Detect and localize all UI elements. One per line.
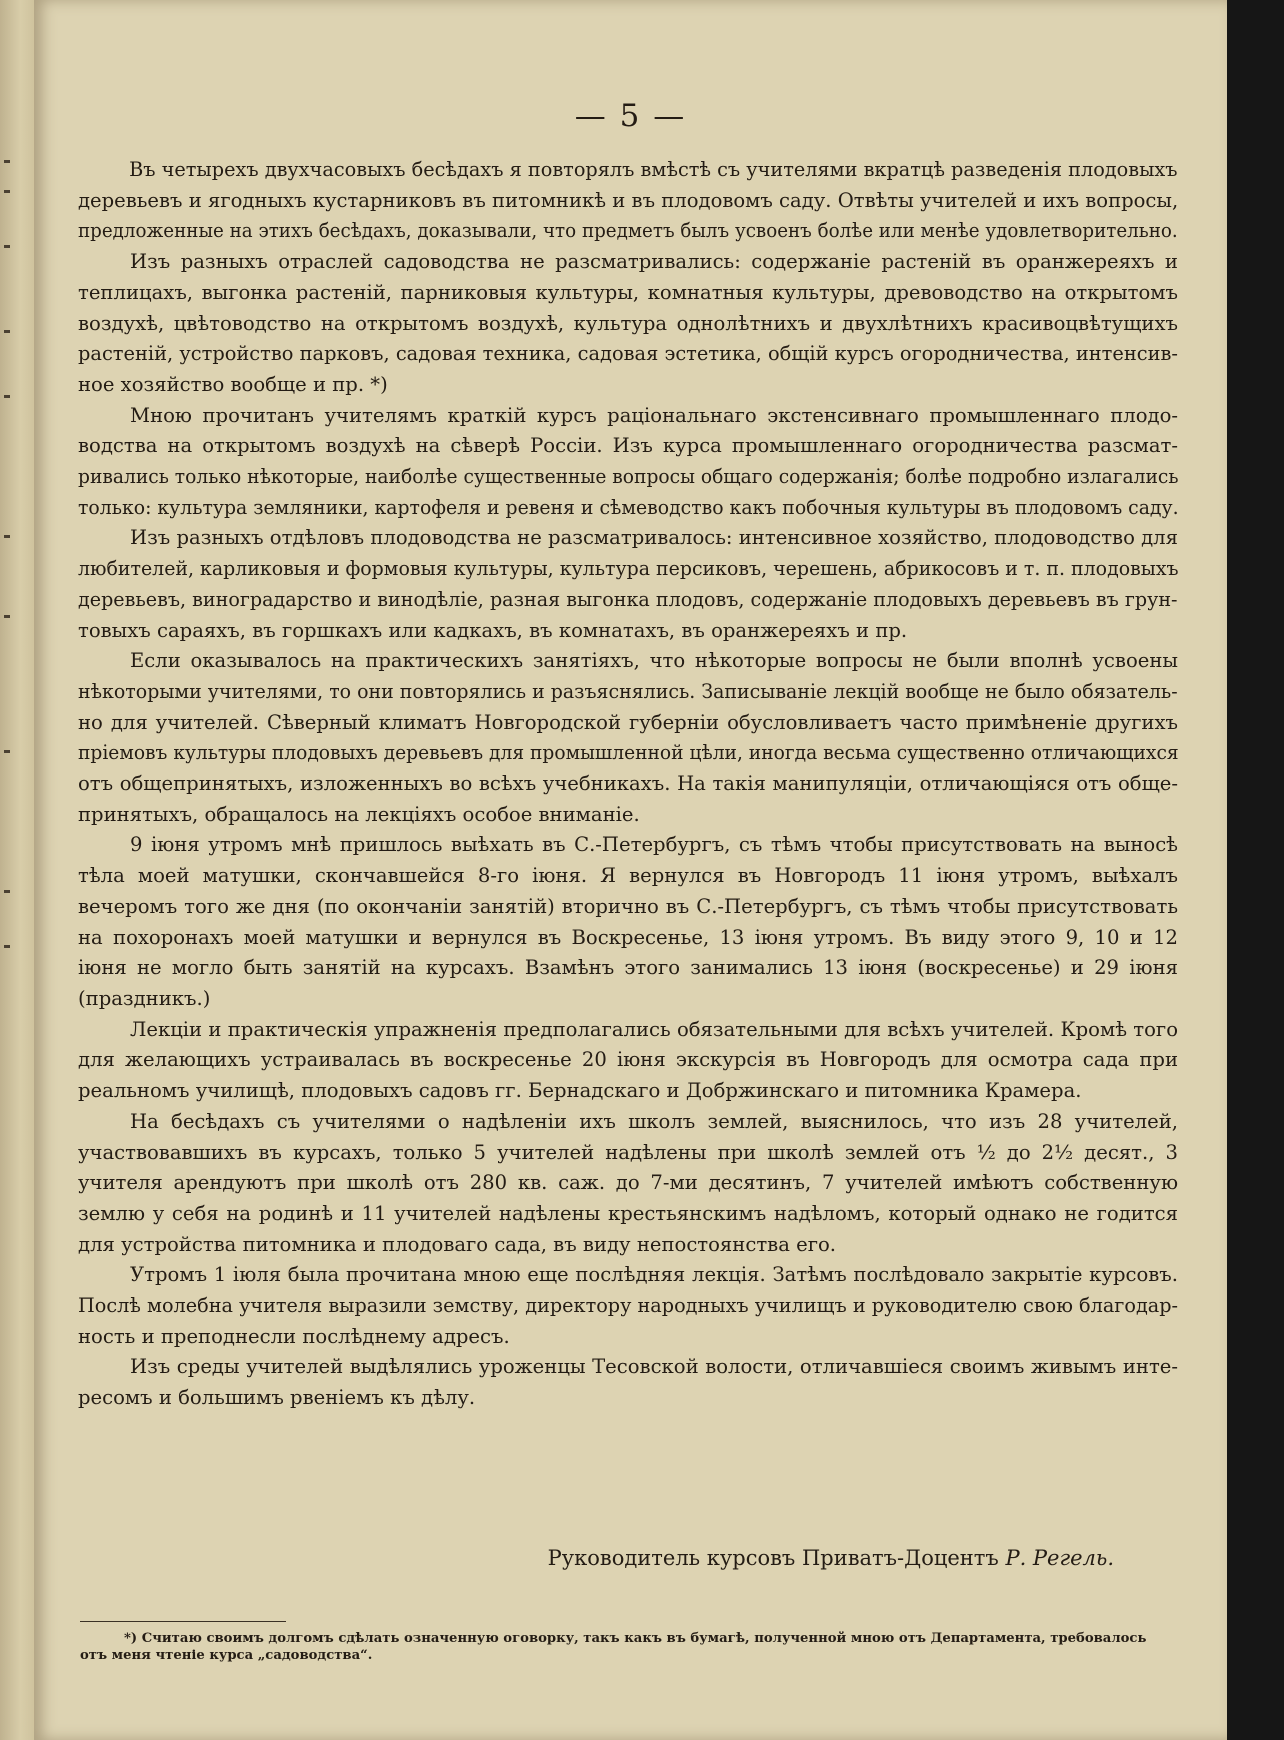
paragraph	[78, 247, 1178, 401]
text-line: Мною прочитанъ учителямъ краткій курсъ раціональнаго экстенсивнаго промышленнаго плодо-	[130, 403, 1178, 427]
text-line: растеній, устройство парковъ, садовая техника, садовая эстетика, общій курсъ огородничества, интенсив-	[78, 342, 1178, 366]
edge-mark	[4, 395, 10, 398]
paragraph	[78, 401, 1178, 524]
text-line: На бесѣдахъ съ учителями о надѣленіи ихъ школъ землей, выяснилось, что изъ 28 учителей,	[130, 1109, 1178, 1133]
signature-title: Руководитель курсовъ Приватъ-Доцентъ	[547, 1546, 999, 1570]
paragraph	[78, 830, 1178, 1014]
text-line: (праздникъ.)	[78, 986, 211, 1010]
edge-mark	[4, 190, 10, 193]
text-line: Утромъ 1 іюля была прочитана мною еще послѣдняя лекція. Затѣмъ послѣдовало закрытіе курсовъ.	[130, 1263, 1178, 1287]
edge-mark	[4, 535, 10, 538]
paragraph	[78, 1015, 1178, 1107]
text-line: ривались только нѣкоторые, наиболѣе существенные вопросы общаго содержанія; болѣе подробно излагались	[78, 465, 1179, 489]
text-line: 9 іюня утромъ мнѣ пришлось выѣхать въ С.-Петербургъ, съ тѣмъ чтобы присутствовать на выносѣ	[130, 833, 1178, 857]
text-line: Если оказывалось на практическихъ занятіяхъ, что нѣкоторые вопросы не были вполнѣ усвоены	[130, 649, 1178, 673]
edge-mark	[4, 750, 10, 753]
text-line: вечеромъ того же дня (по окончаніи занятій) вторично въ С.-Петербургъ, съ тѣмъ чтобы присутствовать	[78, 894, 1178, 918]
text-line: для желающихъ устраивалась въ воскресенье 20 іюня экскурсія въ Новгородъ для осмотра сада при	[78, 1048, 1178, 1072]
edge-mark	[4, 945, 10, 948]
text-line: участвовавшихъ въ курсахъ, только 5 учителей надѣлены при школѣ землей отъ ½ до 2½ десят., 3	[78, 1140, 1178, 1164]
signature	[474, 1546, 1114, 1570]
text-line: деревьевъ, виноградарство и винодѣліе, разная выгонка плодовъ, содержаніе плодовыхъ деревьевъ въ грун-	[78, 587, 1178, 611]
text-line: отъ общепринятыхъ, изложенныхъ во всѣхъ учебникахъ. На такія манипуляціи, отличающіяся отъ обще-	[78, 772, 1178, 796]
paragraph	[78, 1352, 1178, 1413]
paragraph	[78, 155, 1178, 247]
text-line: Въ четырехъ двухчасовыхъ бесѣдахъ я повторялъ вмѣстѣ съ учителями вкратцѣ разведенія плодовыхъ	[129, 158, 1178, 181]
text-line: землю у себя на родинѣ и 11 учителей надѣлены крестьянскимъ надѣломъ, который однако не годится	[78, 1201, 1178, 1225]
page-number: — 5 —	[574, 98, 687, 134]
edge-mark	[4, 615, 10, 618]
footnote-divider	[80, 1621, 286, 1622]
text-line: но для учителей. Сѣверный климатъ Новгородской губерніи обусловливаетъ часто примѣненіе другихъ	[78, 710, 1178, 734]
text-line: для устройства питомника и плодоваго сада, въ виду непостоянства его.	[78, 1232, 836, 1256]
text-line: теплицахъ, выгонка растеній, парниковыя культуры, комнатныя культуры, древоводство на открытомъ	[78, 280, 1178, 304]
text-line: іюня не могло быть занятій на курсахъ. Взамѣнъ этого занимались 13 іюня (воскресенье) и 29 іюня	[78, 956, 1178, 980]
footnote	[80, 1630, 1170, 1664]
footnote-line: отъ меня чтеніе курса „садоводства“.	[80, 1648, 373, 1663]
text-line: любителей, карликовыя и формовыя культуры, культура персиковъ, черешень, абрикосовъ и т. п. плодовыхъ	[78, 557, 1179, 581]
text-line: реальномъ училищѣ, плодовыхъ садовъ гг. Бернадскаго и Добржинскаго и питомника Крамера.	[78, 1079, 1082, 1103]
text-line: принятыхъ, обращалось на лекціяхъ особое вниманіе.	[78, 802, 640, 826]
body-text	[78, 155, 1178, 1414]
text-line: ность и преподнесли послѣднему адресъ.	[78, 1324, 510, 1348]
text-line: на похоронахъ моей матушки и вернулся въ Воскресенье, 13 іюня утромъ. Въ виду этого 9, 10 и 12	[78, 925, 1178, 949]
text-line: ресомъ и большимъ рвеніемъ къ дѣлу.	[78, 1386, 476, 1410]
signature-name: Р. Регель.	[1005, 1546, 1114, 1570]
edge-mark	[4, 160, 10, 163]
previous-page-edge	[0, 0, 34, 1740]
paragraph	[78, 523, 1178, 646]
scanned-page	[34, 0, 1227, 1740]
text-line: деревьевъ и ягодныхъ кустарниковъ въ питомникѣ и въ плодовомъ саду. Отвѣты учителей и ихъ вопросы,	[78, 188, 1179, 212]
paragraph	[78, 1260, 1178, 1352]
edge-mark	[4, 245, 10, 248]
text-line: ное хозяйство вообще и пр. *)	[78, 372, 388, 396]
text-line: Лекціи и практическія упражненія предполагались обязательными для всѣхъ учителей. Кромѣ того	[130, 1017, 1178, 1041]
scan-background	[1227, 0, 1284, 1740]
text-line: нѣкоторыми учителями, то они повторялись и разъяснялись. Записываніе лекцій вообще не было обязатель-	[78, 679, 1178, 703]
text-line: только: культура земляники, картофеля и ревеня и сѣмеводство какъ побочныя культуры въ плодовомъ саду.	[78, 495, 1179, 519]
text-line: Послѣ молебна учителя выразили земству, директору народныхъ училищъ и руководителю свою благодар-	[78, 1294, 1179, 1318]
text-line: водства на открытомъ воздухѣ на сѣверѣ Россіи. Изъ курса промышленнаго огородничества разсмат-	[78, 434, 1178, 458]
text-line: Изъ разныхъ отдѣловъ плодоводства не разсматривалось: интенсивное хозяйство, плодоводство для	[130, 526, 1178, 550]
text-line: предложенные на этихъ бесѣдахъ, доказывали, что предметъ былъ усвоенъ болѣе или менѣе удовлетворительно.	[78, 219, 1178, 243]
text-line: товыхъ сараяхъ, въ горшкахъ или кадкахъ, въ комнатахъ, въ оранжереяхъ и пр.	[78, 618, 908, 642]
footnote-line: *) Считаю своимъ долгомъ сдѣлать означенную оговорку, такъ какъ въ бумагѣ, полученной мною отъ Департамента, требовалось	[124, 1631, 1147, 1646]
text-line: учителя арендуютъ при школѣ отъ 280 кв. саж. до 7-ми десятинъ, 7 учителей имѣютъ собственную	[78, 1171, 1178, 1195]
edge-mark	[4, 330, 10, 333]
text-line: тѣла моей матушки, скончавшейся 8-го іюня. Я вернулся въ Новгородъ 11 іюня утромъ, выѣхалъ	[78, 864, 1178, 888]
paragraph	[78, 1107, 1178, 1261]
text-line: воздухѣ, цвѣтоводство на открытомъ воздухѣ, культура однолѣтнихъ и двухлѣтнихъ красивоцвѣтущихъ	[78, 311, 1178, 335]
text-line: Изъ среды учителей выдѣлялись уроженцы Тесовской волости, отличавшіеся своимъ живымъ инте-	[130, 1355, 1178, 1379]
edge-mark	[4, 890, 10, 893]
text-line: Изъ разныхъ отраслей садоводства не разсматривались: содержаніе растеній въ оранжереяхъ и	[130, 250, 1178, 274]
paragraph	[78, 646, 1178, 830]
text-line: пріемовъ культуры плодовыхъ деревьевъ для промышленной цѣли, иногда весьма существенно отличающихся	[78, 741, 1179, 765]
